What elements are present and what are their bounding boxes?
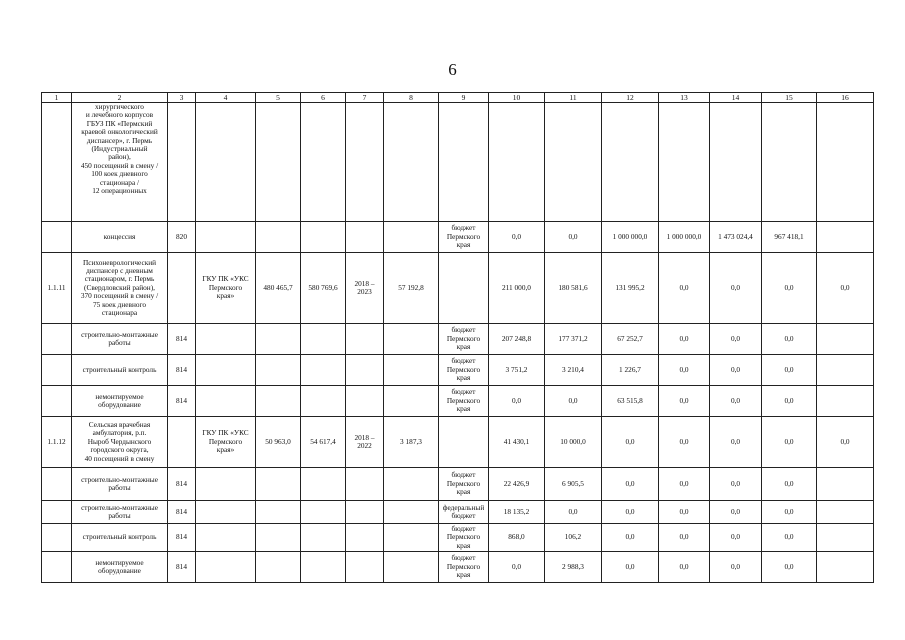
column-number-6: 6 (301, 93, 346, 103)
table-cell: 0,0 (602, 417, 659, 468)
column-number-16: 16 (817, 93, 874, 103)
table-cell: 814 (168, 524, 196, 552)
table-cell: 814 (168, 386, 196, 417)
table-cell (384, 222, 439, 253)
table-cell: 0,0 (602, 468, 659, 501)
table-cell: 0,0 (545, 386, 602, 417)
table-cell (817, 103, 874, 222)
table-cell: 0,0 (602, 524, 659, 552)
table-cell: бюджет Пермского края (439, 386, 489, 417)
table-cell (762, 103, 817, 222)
column-number-15: 15 (762, 93, 817, 103)
table-cell: 54 617,4 (301, 417, 346, 468)
table-cell: Сельская врачебная амбулатория, р.п. Ныроб Чердынского городского округа, 40 посещений в смену (72, 417, 168, 468)
table-cell (346, 103, 384, 222)
table-cell (168, 103, 196, 222)
table-cell: 63 515,8 (602, 386, 659, 417)
table-cell (256, 324, 301, 355)
table-cell: 0,0 (659, 417, 710, 468)
page-number: 6 (448, 60, 457, 79)
table-cell: 207 248,8 (489, 324, 545, 355)
table-cell (817, 355, 874, 386)
table-cell (196, 501, 256, 524)
table-cell (817, 324, 874, 355)
table-cell: 0,0 (762, 324, 817, 355)
table-cell: 0,0 (817, 417, 874, 468)
table-cell: Психоневрологический диспансер с дневным стационаром, г. Пермь (Свердловский район), 370 посещений в смену / 75 коек дневного стационара (72, 253, 168, 324)
table-cell (384, 355, 439, 386)
table-cell (489, 103, 545, 222)
table-cell (301, 222, 346, 253)
table-cell (817, 468, 874, 501)
table-cell (42, 501, 72, 524)
table-cell: 1 000 000,0 (602, 222, 659, 253)
table-cell: 0,0 (545, 222, 602, 253)
table-cell: 0,0 (602, 501, 659, 524)
table-cell: 868,0 (489, 524, 545, 552)
table-cell (196, 103, 256, 222)
table-cell (301, 524, 346, 552)
table-cell: 2018 – 2022 (346, 417, 384, 468)
table-cell: 0,0 (710, 417, 762, 468)
table-cell: 580 769,6 (301, 253, 346, 324)
table-cell: 0,0 (762, 253, 817, 324)
table-row (42, 468, 874, 501)
table-cell: 1 473 024,4 (710, 222, 762, 253)
table-cell: 2 988,3 (545, 552, 602, 583)
table-cell: 0,0 (710, 524, 762, 552)
table-cell (256, 355, 301, 386)
table-cell (384, 324, 439, 355)
table-cell: 180 581,6 (545, 253, 602, 324)
table-cell: 814 (168, 355, 196, 386)
table-cell (256, 468, 301, 501)
table-cell (346, 222, 384, 253)
table-cell (196, 355, 256, 386)
table-header-row (42, 93, 874, 103)
table-row (42, 524, 874, 552)
table-cell: строительный контроль (72, 524, 168, 552)
table-cell: строительно-монтажные работы (72, 501, 168, 524)
table-cell: 0,0 (710, 253, 762, 324)
table-cell: 106,2 (545, 524, 602, 552)
table-cell: 0,0 (659, 386, 710, 417)
table-cell: концессия (72, 222, 168, 253)
table-cell (659, 103, 710, 222)
table-cell (196, 222, 256, 253)
table-cell: 814 (168, 552, 196, 583)
table-cell: 177 371,2 (545, 324, 602, 355)
table-cell (346, 386, 384, 417)
table-row (42, 552, 874, 583)
table-cell (301, 468, 346, 501)
table-cell: 0,0 (659, 501, 710, 524)
table-cell (346, 552, 384, 583)
table-cell: бюджет Пермского края (439, 552, 489, 583)
table-cell: 2018 – 2023 (346, 253, 384, 324)
table-cell: 0,0 (762, 552, 817, 583)
table-cell (42, 222, 72, 253)
table-cell: строительный контроль (72, 355, 168, 386)
table-cell: 0,0 (710, 324, 762, 355)
table-cell (256, 386, 301, 417)
table-cell: 1.1.12 (42, 417, 72, 468)
table-cell: 57 192,8 (384, 253, 439, 324)
table-cell: 0,0 (659, 524, 710, 552)
table-cell: 3 210,4 (545, 355, 602, 386)
table-cell: 0,0 (659, 324, 710, 355)
table-cell: 0,0 (659, 468, 710, 501)
table-cell: 0,0 (762, 417, 817, 468)
table-cell (710, 103, 762, 222)
table-cell: ГКУ ПК «УКС Пермского края» (196, 417, 256, 468)
table-cell: 50 963,0 (256, 417, 301, 468)
table-cell (42, 103, 72, 222)
table-cell (196, 524, 256, 552)
table-cell: 0,0 (489, 222, 545, 253)
table-cell: немонтируемое оборудование (72, 552, 168, 583)
table-cell (256, 103, 301, 222)
column-number-1: 1 (42, 93, 72, 103)
table-cell (256, 501, 301, 524)
table-row (42, 386, 874, 417)
table-cell: 0,0 (710, 468, 762, 501)
table-cell (817, 501, 874, 524)
table-row (42, 355, 874, 386)
table-cell (384, 552, 439, 583)
table-cell: 22 426,9 (489, 468, 545, 501)
table-cell: 0,0 (710, 552, 762, 583)
table-cell: 0,0 (659, 355, 710, 386)
table-cell: 820 (168, 222, 196, 253)
table-cell: 3 187,3 (384, 417, 439, 468)
table-cell (439, 253, 489, 324)
table-row (42, 324, 874, 355)
table-cell: 0,0 (762, 501, 817, 524)
table-cell (545, 103, 602, 222)
table-cell: 41 430,1 (489, 417, 545, 468)
table-cell (42, 552, 72, 583)
table-cell: 0,0 (545, 501, 602, 524)
table-cell: 0,0 (762, 524, 817, 552)
table-cell (346, 524, 384, 552)
column-number-5: 5 (256, 93, 301, 103)
table-cell: 0,0 (602, 552, 659, 583)
table-cell (439, 103, 489, 222)
column-number-2: 2 (72, 93, 168, 103)
table-cell: строительно-монтажные работы (72, 324, 168, 355)
table-cell: 814 (168, 324, 196, 355)
table-cell (602, 103, 659, 222)
table-cell (817, 222, 874, 253)
table-cell: 814 (168, 501, 196, 524)
table-cell (346, 501, 384, 524)
table-cell (168, 253, 196, 324)
table-cell (196, 468, 256, 501)
table-cell: 10 000,0 (545, 417, 602, 468)
table-cell (256, 222, 301, 253)
table-cell (301, 552, 346, 583)
table-cell: 67 252,7 (602, 324, 659, 355)
table-cell: немонтируемое оборудование (72, 386, 168, 417)
table-cell (817, 386, 874, 417)
table-cell: 967 418,1 (762, 222, 817, 253)
table-cell (346, 355, 384, 386)
table-cell: бюджет Пермского края (439, 468, 489, 501)
table-cell: федеральный бюджет (439, 501, 489, 524)
table-cell (301, 501, 346, 524)
column-number-4: 4 (196, 93, 256, 103)
column-number-3: 3 (168, 93, 196, 103)
table-cell: 211 000,0 (489, 253, 545, 324)
table-cell (346, 324, 384, 355)
table-cell (384, 103, 439, 222)
table-cell: 0,0 (659, 552, 710, 583)
table-cell: 0,0 (817, 253, 874, 324)
table-cell: бюджет Пермского края (439, 324, 489, 355)
table-row (42, 253, 874, 324)
table-cell (42, 386, 72, 417)
table-cell: строительно-монтажные работы (72, 468, 168, 501)
table-cell: бюджет Пермского края (439, 524, 489, 552)
table-row (42, 103, 874, 222)
table-cell (168, 417, 196, 468)
table-cell (42, 355, 72, 386)
column-number-9: 9 (439, 93, 489, 103)
table-cell: хирургического и лечебного корпусов ГБУЗ ПК «Пермский краевой онкологический диспансер», г. Пермь (Индустриальный район), 450 посещений в смену / 100 коек дневного стационара / 12 операционных (72, 103, 168, 222)
table-cell (196, 552, 256, 583)
table-cell: 0,0 (710, 355, 762, 386)
table-cell: 18 135,2 (489, 501, 545, 524)
column-number-12: 12 (602, 93, 659, 103)
table-cell: 480 465,7 (256, 253, 301, 324)
table-cell (384, 501, 439, 524)
table-cell (301, 386, 346, 417)
table-cell: 0,0 (489, 552, 545, 583)
table-cell: 0,0 (762, 355, 817, 386)
table-cell (346, 468, 384, 501)
table-cell: 0,0 (710, 386, 762, 417)
table-cell (42, 324, 72, 355)
column-number-11: 11 (545, 93, 602, 103)
table-cell: 0,0 (659, 253, 710, 324)
table-row (42, 222, 874, 253)
table-cell (301, 103, 346, 222)
table-cell (817, 524, 874, 552)
table-cell: 131 995,2 (602, 253, 659, 324)
table-cell: 6 905,5 (545, 468, 602, 501)
table-cell (439, 417, 489, 468)
column-number-14: 14 (710, 93, 762, 103)
program-table (41, 92, 874, 583)
table-cell: бюджет Пермского края (439, 222, 489, 253)
table-cell (384, 468, 439, 501)
table-cell (42, 524, 72, 552)
table-row (42, 417, 874, 468)
column-number-7: 7 (346, 93, 384, 103)
column-number-13: 13 (659, 93, 710, 103)
table-cell: ГКУ ПК «УКС Пермского края» (196, 253, 256, 324)
table-cell: 1.1.11 (42, 253, 72, 324)
table-cell: 814 (168, 468, 196, 501)
table-cell (256, 552, 301, 583)
table-cell (301, 355, 346, 386)
table-row (42, 501, 874, 524)
column-number-8: 8 (384, 93, 439, 103)
table-cell: 0,0 (762, 386, 817, 417)
table-cell (196, 386, 256, 417)
table-cell (817, 552, 874, 583)
table-cell: 3 751,2 (489, 355, 545, 386)
column-number-10: 10 (489, 93, 545, 103)
table-cell (301, 324, 346, 355)
table-cell: 1 226,7 (602, 355, 659, 386)
table-cell: 0,0 (710, 501, 762, 524)
table-cell (384, 386, 439, 417)
table-cell (42, 468, 72, 501)
table-cell: 0,0 (762, 468, 817, 501)
table-cell: 0,0 (489, 386, 545, 417)
table-cell (384, 524, 439, 552)
table-cell: 1 000 000,0 (659, 222, 710, 253)
table-cell (196, 324, 256, 355)
table-cell (256, 524, 301, 552)
table-cell: бюджет Пермского края (439, 355, 489, 386)
